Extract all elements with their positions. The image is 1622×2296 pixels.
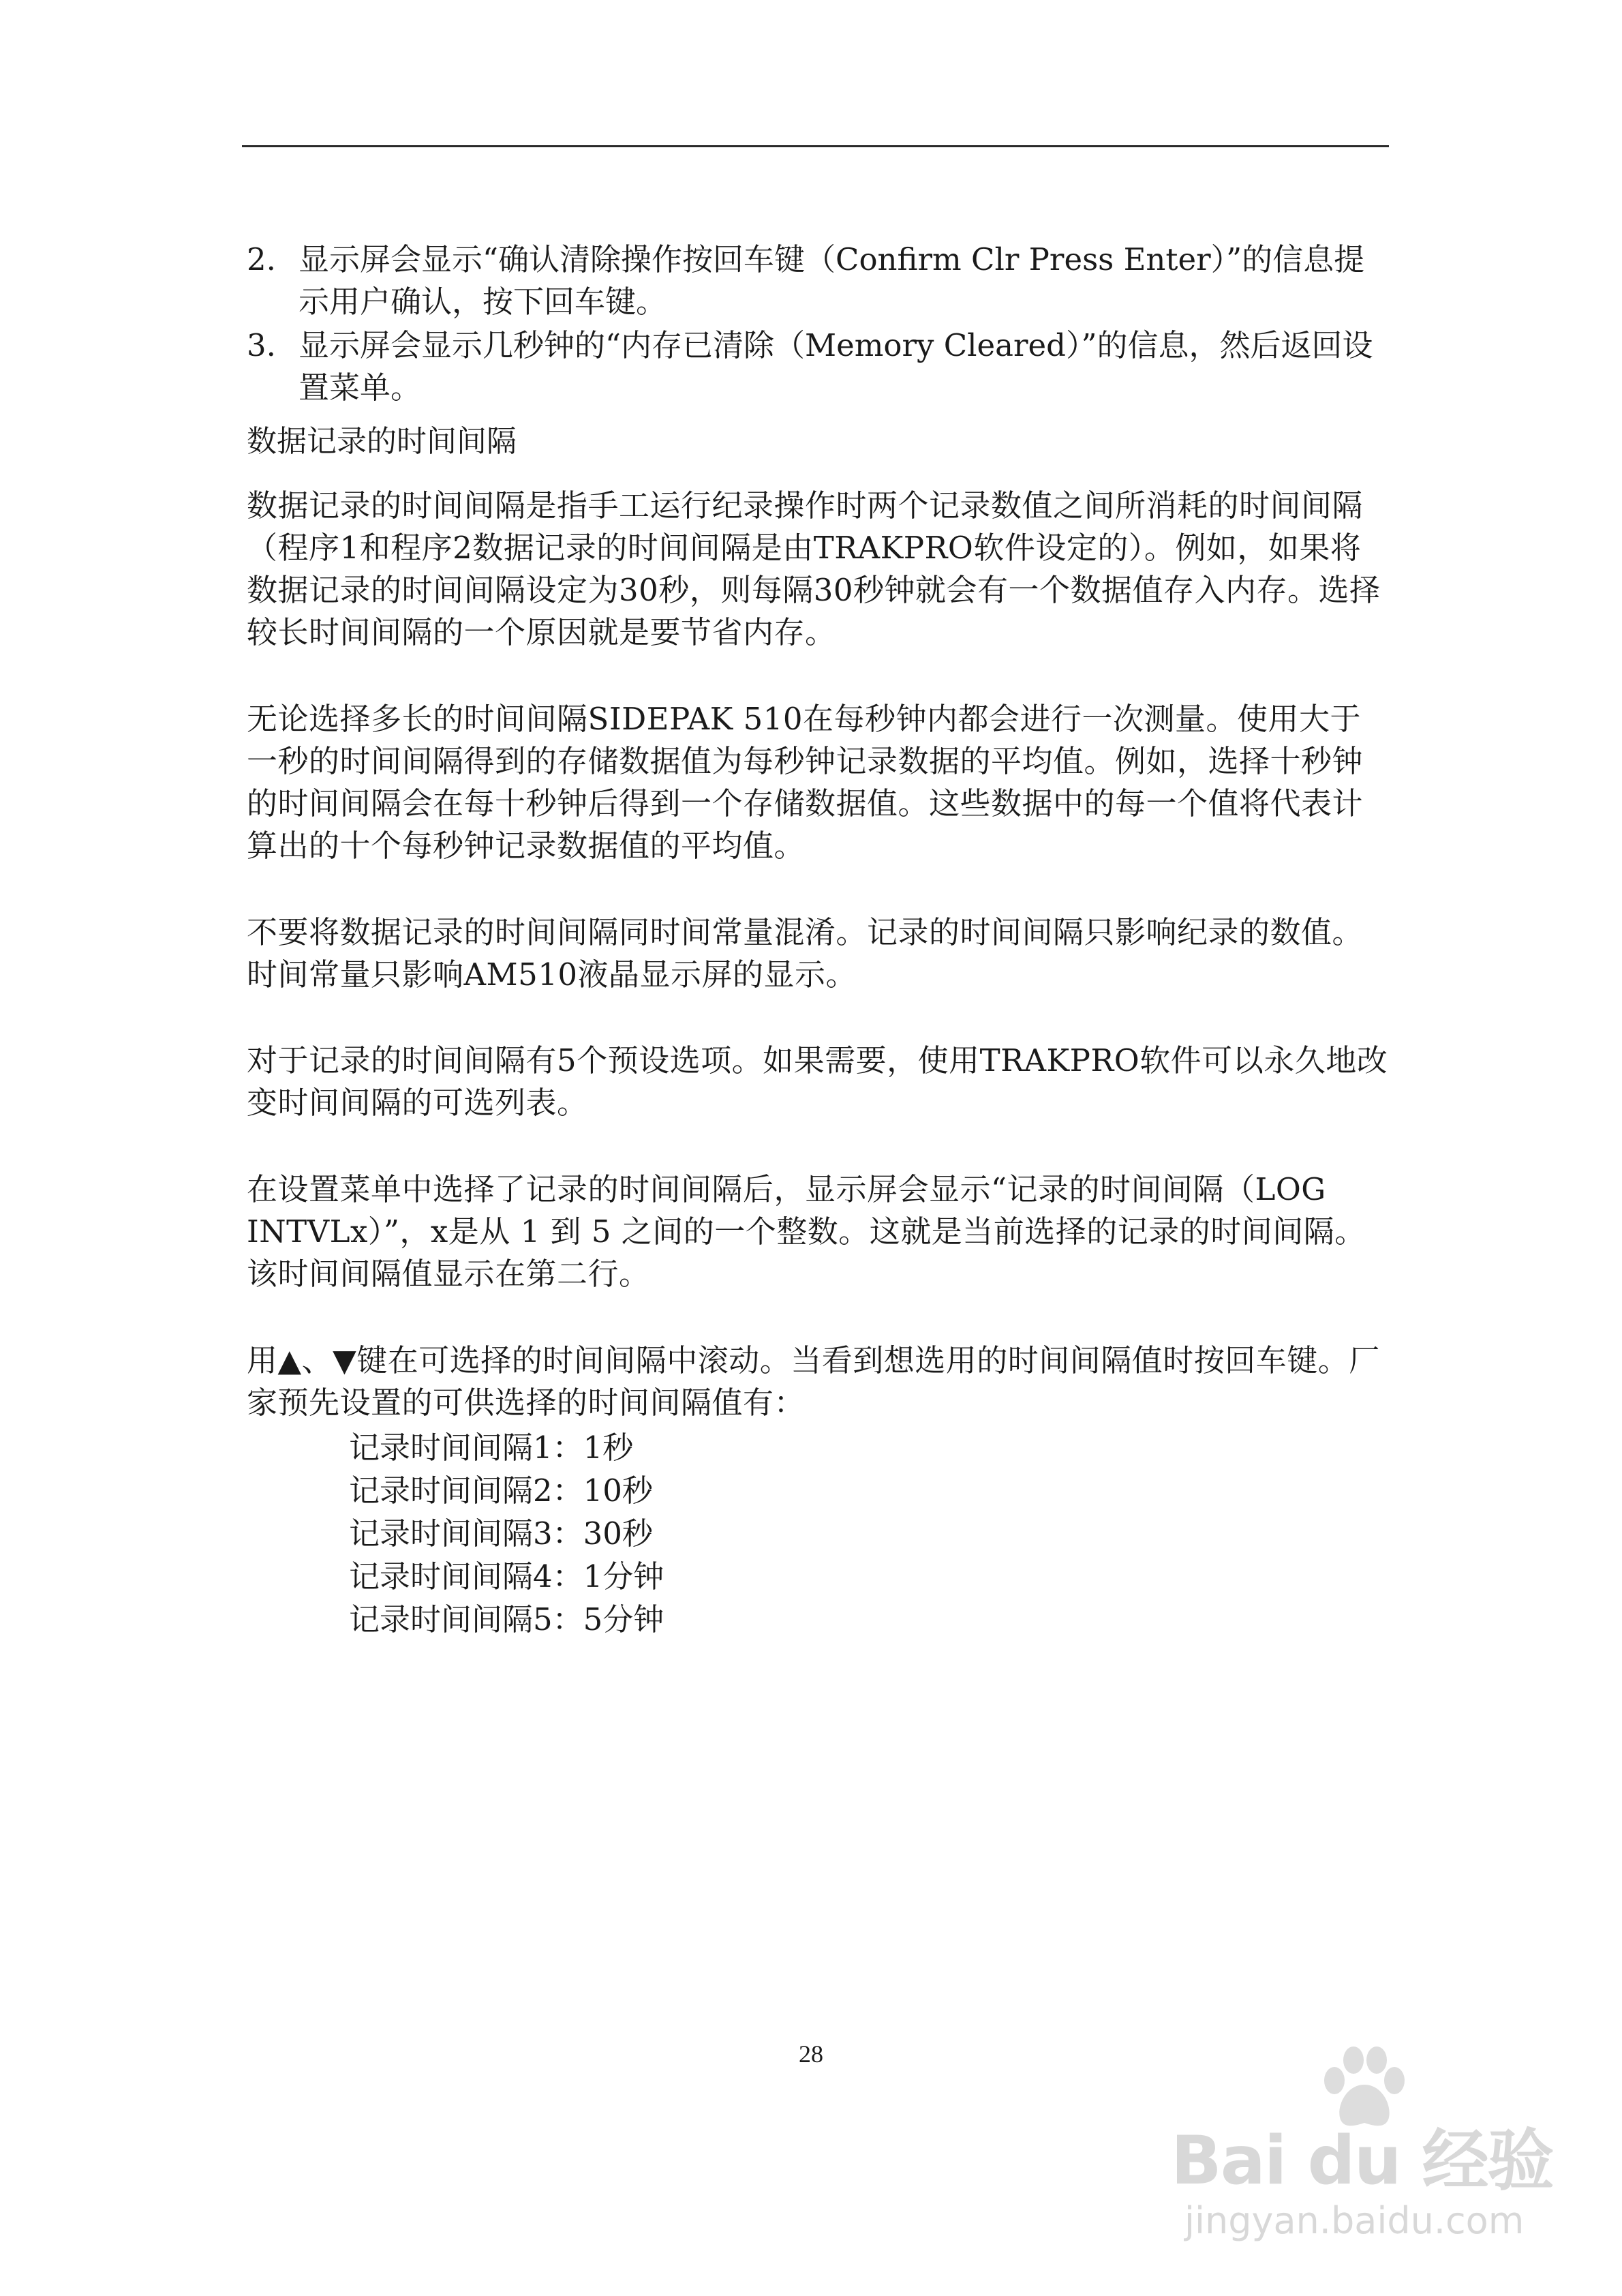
paragraph-measurement: 无论选择多长的时间间隔SIDEPAK 510在每秒钟内都会进行一次测量。使用大于一秒的时间间隔得到的存储数据值为每秒钟记录数据的平均值。例如，选择十秒钟的时间间隔会在每十秒钟后得到一个存储数据值。这些数据中的每一个值将代表计算出的十个每秒钟记录数据值的平均值。 xyxy=(247,701,1364,864)
paragraph-definition: 数据记录的时间间隔是指手工运行纪录操作时两个记录数值之间所消耗的时间间隔（程序1和程序2数据记录的时间间隔是由TRAKPRO软件设定的）。例如，如果将数据记录的时间间隔设定为30秒，则每隔30秒钟就会有一个数据值存入内存。选择较长时间间隔的一个原因就是要节省内存。 xyxy=(247,487,1381,650)
page-number: 28 xyxy=(799,2040,823,2068)
interval-item: 记录时间间隔2：10秒 xyxy=(349,1472,653,1509)
paragraph-scroll-keys: 用▲、▼键在可选择的时间间隔中滚动。当看到想选用的时间间隔值时按回车键。厂家预先设置的可供选择的时间间隔值有： xyxy=(247,1342,1380,1421)
list-number: 2. xyxy=(247,241,276,277)
paw-icon xyxy=(1319,2045,1409,2134)
list-text: 显示屏会显示几秒钟的“内存已清除（Memory Cleared）”的信息，然后返回设置菜单。 xyxy=(299,327,1373,406)
header-rule xyxy=(242,145,1389,147)
baidu-jingyan-watermark xyxy=(1157,2045,1552,2250)
watermark-logo-text: Bai du 经验 xyxy=(1171,2122,1553,2200)
list-item-3 xyxy=(247,324,1389,409)
interval-item: 记录时间间隔1：1秒 xyxy=(349,1430,634,1466)
paragraph-time-constant: 不要将数据记录的时间间隔同时间常量混淆。记录的时间间隔只影响纪录的数值。时间常量只影响AM510液晶显示屏的显示。 xyxy=(247,914,1364,993)
interval-list xyxy=(349,1426,664,1641)
interval-item: 记录时间间隔5：5分钟 xyxy=(349,1601,664,1637)
paragraph-presets: 对于记录的时间间隔有5个预设选项。如果需要，使用TRAKPRO软件可以永久地改变时间间隔的可选列表。 xyxy=(247,1042,1388,1121)
watermark-url: jingyan.baidu.com xyxy=(1184,2199,1525,2242)
paragraph-setup-menu: 在设置菜单中选择了记录的时间间隔后，显示屏会显示“记录的时间间隔（LOG INTVLx）”，x是从 1 到 5 之间的一个整数。这就是当前选择的记录的时间间隔。该时间间隔值显示在第二行。 xyxy=(247,1171,1366,1292)
section-heading: 数据记录的时间间隔 xyxy=(247,424,517,459)
list-number: 3. xyxy=(247,327,276,363)
interval-item: 记录时间间隔3：30秒 xyxy=(349,1515,653,1552)
list-text: 显示屏会显示“确认清除操作按回车键（Confirm Clr Press Enter）”的信息提示用户确认，按下回车键。 xyxy=(299,241,1365,320)
interval-item: 记录时间间隔4：1分钟 xyxy=(349,1558,664,1595)
list-item-2 xyxy=(247,239,1389,323)
